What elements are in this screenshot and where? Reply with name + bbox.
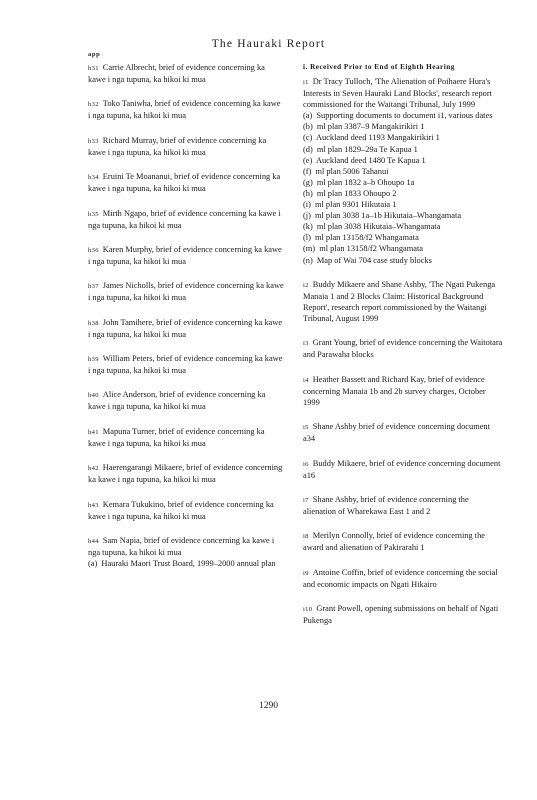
document-entry <box>303 494 503 517</box>
sub-item-text: ml plan 1833 Ohoupo 2 <box>316 188 397 198</box>
document-entry <box>88 135 284 158</box>
sub-item-text: ml plan 1832 a–b Ohoupo 1a <box>316 177 415 187</box>
sub-item-text: Hauraki Maori Trust Board, 1999–2000 annual plan <box>101 559 276 569</box>
document-entry <box>303 567 503 590</box>
entry-text-line <box>88 353 284 376</box>
entry-number: h36 <box>88 246 99 254</box>
sub-item <box>303 110 503 121</box>
entry-text: Antoine Coffin, brief of evidence concerning the social and economic impacts on Ngati Hikairo <box>303 567 498 589</box>
sub-item <box>303 188 503 199</box>
entry-number: i4 <box>303 376 309 384</box>
entry-number: h35 <box>88 210 99 218</box>
entry-number: h32 <box>88 101 99 109</box>
sub-item <box>303 221 503 232</box>
entry-text-line <box>303 603 503 626</box>
entry-text-line <box>88 135 284 158</box>
sub-item-label: (n) <box>303 255 313 265</box>
sub-item-label: (j) <box>303 211 311 221</box>
entry-text-line <box>88 426 284 449</box>
document-entry <box>88 535 284 569</box>
document-entry <box>88 353 284 376</box>
document-entry <box>303 530 503 553</box>
entry-number: h38 <box>88 319 99 327</box>
sub-item-text: ml plan 3387–9 Mangakirikiri 1 <box>316 122 425 132</box>
page-number: 1290 <box>259 701 278 711</box>
document-entry <box>88 244 284 267</box>
entry-number: h37 <box>88 283 99 291</box>
sub-item-text: ml plan 1829–29a Te Kapua 1 <box>316 144 418 154</box>
document-entry <box>303 374 503 408</box>
document-entry <box>88 280 284 303</box>
sub-item-text: Map of Wai 704 case study blocks <box>316 255 432 265</box>
sub-item-text: ml plan 3038 1a–1b Hikutaia–Whangamata <box>315 211 462 221</box>
entry-text-line <box>88 317 284 340</box>
sub-item <box>88 558 284 569</box>
entry-number: h34 <box>88 174 99 182</box>
entry-text-line <box>303 76 503 110</box>
entry-text-line <box>88 171 284 194</box>
sub-item-label: (f) <box>303 166 312 176</box>
entry-number: h44 <box>88 537 99 545</box>
sub-item <box>303 232 503 243</box>
sub-item-text: ml plan 13158/f2 Whangamata <box>315 233 419 243</box>
entry-text: Alice Anderson, brief of evidence concerning ka kawe i nga tupuna, ka hikoi ki mua <box>88 390 266 412</box>
sub-item-label: (l) <box>303 233 311 243</box>
entry-text: Mapuna Turner, brief of evidence concerning ka kawe i nga tupuna, ka hikoi ki mua <box>88 426 265 448</box>
entry-text-line <box>88 499 284 522</box>
entry-text: Buddy Mikaere, brief of evidence concerning document a16 <box>303 458 501 480</box>
sub-item <box>303 177 503 188</box>
entry-text: Dr Tracy Tulloch, 'The Alienation of Poihaere Hura's Interests in Seven Hauraki Land Blocks', research report commissioned for the Waitangi Tribunal, July 1999 <box>303 77 492 110</box>
entry-text-line <box>88 244 284 267</box>
entry-text: Haerengarangi Mikaere, brief of evidence concerning ka kawe i nga tupuna, ka hikoi ki mua <box>88 463 283 485</box>
entry-text: William Peters, brief of evidence concerning ka kawe i nga tupuna, ka hikoi ki mua <box>88 354 283 376</box>
entry-number: i9 <box>303 569 309 577</box>
sub-item-text: ml plan 9301 Hikutaia 1 <box>315 200 397 210</box>
sub-item-label: (a) <box>88 559 98 569</box>
sub-item <box>303 132 503 143</box>
entry-number: i6 <box>303 460 309 468</box>
sub-item-label: (h) <box>303 188 313 198</box>
entry-text-line <box>303 421 503 444</box>
entry-text: Carrie Albrecht, brief of evidence concerning ka kawe i nga tupuna, ka hikoi ki mua <box>88 63 265 85</box>
sub-item <box>303 199 503 210</box>
running-head: The Hauraki Report <box>211 38 326 50</box>
sub-item-label: (c) <box>303 133 313 143</box>
entry-text: Grant Young, brief of evidence concerning the Waitotara and Parawaha blocks <box>303 338 503 360</box>
entry-text-line <box>303 494 503 517</box>
entry-text: Grant Powell, opening submissions on behalf of Ngati Pukenga <box>303 604 499 626</box>
entry-text: Karen Murphy, brief of evidence concerning ka kawe i nga tupuna, ka hikoi ki mua <box>88 244 282 266</box>
entry-number: h43 <box>88 501 99 509</box>
entry-text-line <box>303 567 503 590</box>
sub-item <box>303 255 503 266</box>
document-entry <box>88 317 284 340</box>
sub-item-label: (b) <box>303 122 313 132</box>
document-entry <box>88 171 284 194</box>
right-column <box>303 62 503 639</box>
entry-number: i10 <box>303 606 313 614</box>
sub-item <box>303 210 503 221</box>
sub-item-text: ml plan 5006 Tahanui <box>315 166 389 176</box>
entry-text: Shane Ashby, brief of evidence concerning the alienation of Wharekawa East 1 and 2 <box>303 494 469 517</box>
entry-number: h39 <box>88 356 99 363</box>
entry-text-line <box>88 62 284 85</box>
document-entry <box>303 603 503 626</box>
sub-item-text: Supporting documents to document i1, various dates <box>316 111 493 121</box>
entry-number: i2 <box>303 281 309 289</box>
entry-text: Kemara Tukukino, brief of evidence concerning ka kawe i nga tupuna, ka hikoi ki mua <box>88 499 274 521</box>
document-entry <box>303 279 503 324</box>
entry-number: i1 <box>303 79 309 86</box>
sub-item <box>303 155 503 166</box>
entry-text: Toko Taniwha, brief of evidence concerning ka kawe i nga tupuna, ka hikoi ki mua <box>88 99 281 121</box>
document-entry <box>88 462 284 485</box>
entry-number: i7 <box>303 496 309 504</box>
entry-text-line <box>303 530 503 553</box>
entry-text-line <box>88 535 284 558</box>
entry-text: Heather Bassett and Richard Kay, brief of evidence concerning Manaia 1b and 2b survey charges, October 1999 <box>303 374 486 407</box>
entry-text: James Nicholls, brief of evidence concerning ka kawe i nga tupuna, ka hikoi ki mua <box>88 281 284 303</box>
entry-text: Buddy Mikaere and Shane Ashby, 'The Ngati Pukenga Manaia 1 and 2 Blocks Claim: Historical Background Report', research report commissioned by the Waitangi Tribunal, August 1999 <box>303 279 496 324</box>
entry-text-line <box>88 208 284 231</box>
entry-number: h41 <box>88 428 99 436</box>
entry-text: Mirth Ngapo, brief of evidence concerning ka kawe i nga tupuna, ka hikoi ki mua <box>88 208 281 230</box>
entry-text-line <box>88 280 284 303</box>
sub-item-text: ml plan 13158/f2 Whangamata <box>319 244 423 254</box>
right-column-entries <box>303 76 503 626</box>
sub-item-label: (a) <box>303 111 313 121</box>
document-entry <box>88 426 284 449</box>
document-entry <box>88 98 284 121</box>
sub-item <box>303 166 503 177</box>
entry-number: i3 <box>303 340 309 348</box>
sub-item-label: (k) <box>303 222 313 232</box>
document-entry <box>303 337 503 360</box>
entry-number: h42 <box>88 465 99 473</box>
sub-item-label: (m) <box>303 244 316 254</box>
sub-item-label: (d) <box>303 144 313 154</box>
document-entry <box>88 208 284 231</box>
entry-text-line <box>88 389 284 412</box>
entry-text: Sam Napia, brief of evidence concerning ka kawe i nga tupuna, ka hikoi ki mua <box>88 535 275 557</box>
entry-text-line <box>303 279 503 324</box>
entry-text: John Tamihere, brief of evidence concerning ka kawe i nga tupuna, ka hikoi ki mua <box>88 317 283 339</box>
sub-item-text: Auckland deed 1480 Te Kapua 1 <box>315 155 426 165</box>
entry-number: i8 <box>303 533 309 541</box>
sub-item-text: ml plan 3038 Hikutaia–Whangamata <box>316 222 441 232</box>
entry-text-line <box>88 462 284 485</box>
entry-text: Merilyn Connolly, brief of evidence concerning the award and alienation of Pakirarahi 1 <box>303 531 485 553</box>
entry-number: h40 <box>88 392 99 400</box>
entry-text: Richard Murray, brief of evidence concerning ka kawe i nga tupuna, ka hikoi ki mua <box>88 135 267 157</box>
document-entry <box>303 458 503 481</box>
sub-item <box>303 243 503 254</box>
document-entry <box>303 76 503 266</box>
entry-number: h31 <box>88 65 99 72</box>
section-heading: i. Received Prior to End of Eighth Hearing <box>303 63 455 71</box>
entry-number: h33 <box>88 137 99 145</box>
sub-item <box>303 121 503 132</box>
left-column <box>88 62 284 582</box>
entry-text-line <box>303 374 503 408</box>
entry-text: Eruini Te Moananui, brief of evidence concerning ka kawe i nga tupuna, ka hikoi ki mua <box>88 172 281 194</box>
sub-item-label: (e) <box>303 155 313 165</box>
entry-number: i5 <box>303 424 309 432</box>
document-entry <box>303 421 503 444</box>
document-entry <box>88 499 284 522</box>
section-tag: app <box>88 51 101 58</box>
sub-item-label: (g) <box>303 177 313 187</box>
entry-text: Shane Ashby brief of evidence concerning document a34 <box>303 422 490 444</box>
sub-item-label: (i) <box>303 200 311 210</box>
sub-item <box>303 144 503 155</box>
entry-text-line <box>88 98 284 121</box>
entry-text-line <box>303 458 503 481</box>
entry-text-line <box>303 337 503 360</box>
sub-item-text: Auckland deed 1193 Mangakirikiri 1 <box>315 133 440 143</box>
document-entry <box>88 389 284 412</box>
document-entry <box>88 62 284 85</box>
